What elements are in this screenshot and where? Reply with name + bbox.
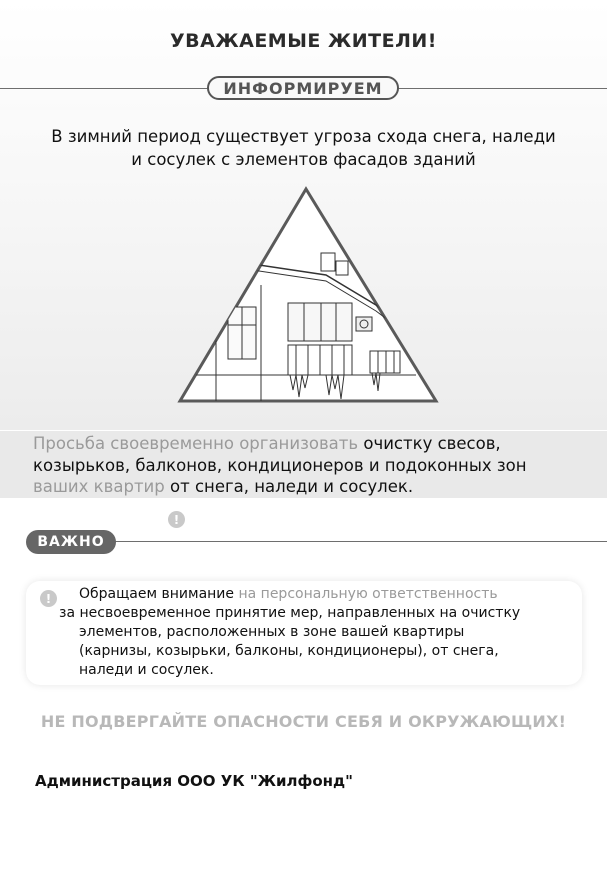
alert-bubble-icon: ! [168,511,185,528]
page-title: УВАЖАЕМЫЕ ЖИТЕЛИ! [170,30,437,52]
hazard-triangle-building-icon [176,185,440,405]
request-text-3: от снега, наледи и сосулек. [164,477,414,496]
notice-line-3: элементов, расположенных в зоне вашей квартиры [79,624,465,640]
intro-text [20,125,587,171]
notice-line-2: несвоевременное принятие мер, направленных на очистку [75,605,521,621]
notice-lead: Обращаем внимание [79,586,235,602]
notice-line-5: наледи и сосулек. [79,662,214,678]
notice-za: за [59,605,76,621]
request-text [33,433,593,498]
warning-text: НЕ ПОДВЕРГАЙТЕ ОПАСНОСТИ СЕБЯ И ОКРУЖАЮЩИХ! [40,712,567,731]
request-text-2: козырьков, балконов, кондиционеров и подоконных зон [33,455,527,475]
request-text-1: очистку свесов, [358,434,501,453]
section-label-inform: ИНФОРМИРУЕМ [207,76,399,100]
intro-line-2: и сосулек с элементов фасадов зданий [131,150,476,169]
important-label: ВАЖНО [26,530,116,554]
signature: Администрация ООО УК "Жилфонд" [35,772,353,790]
notice-muted: на персональную ответственность [234,586,498,602]
alert-bubble-icon: ! [40,590,57,607]
important-divider [115,541,607,542]
request-muted-1: Просьба своевременно организовать [33,434,359,453]
intro-line-1: В зимний период существует угроза схода снега, наледи [51,127,556,146]
notice-text [59,585,571,680]
notice-line-4: (карнизы, козырьки, балконы, кондиционеры), от снега, [79,643,499,659]
request-muted-3: ваших квартир [33,477,165,496]
